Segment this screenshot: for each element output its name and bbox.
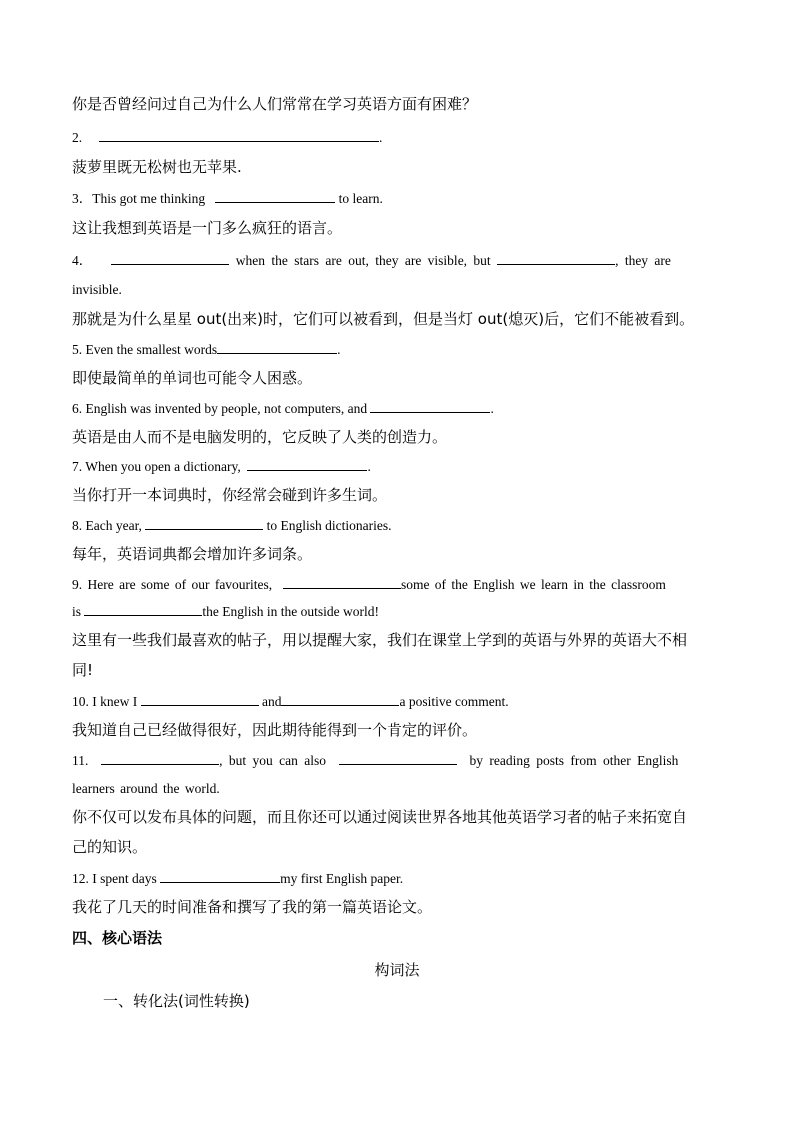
- sentence-end: .: [337, 342, 341, 357]
- sentence-7: [72, 457, 722, 477]
- sentence-text: some of the English we learn in the classroom: [400, 577, 666, 592]
- sentence-5-translation: 即使最简单的单词也可能令人困惑。: [72, 369, 313, 387]
- sentence-text: my first English paper.: [280, 871, 404, 886]
- sentence-end: .: [379, 130, 383, 145]
- blank-field[interactable]: [497, 251, 615, 265]
- sentence-text: 9. Here are some of our favourites,: [72, 577, 273, 592]
- sentence-3-translation: 这让我想到英语是一门多么疯狂的语言。: [72, 219, 343, 237]
- blank-field[interactable]: [101, 751, 219, 765]
- sentence-7-translation: 当你打开一本词典时，你经常会碰到许多生词。: [72, 486, 388, 504]
- sentence-9-continued: [72, 602, 722, 622]
- sentence-12-translation: 我花了几天的时间准备和撰写了我的第一篇英语论文。: [72, 898, 433, 916]
- item-number: 11.: [72, 753, 89, 768]
- blank-field[interactable]: [283, 575, 401, 589]
- sentence-text: 7. When you open a dictionary,: [72, 459, 241, 474]
- sentence-4-continued: invisible.: [72, 282, 122, 297]
- sentence-6: [72, 399, 722, 419]
- sentence-text: to English dictionaries.: [266, 518, 392, 533]
- sentence-8-translation: 每年，英语词典都会增加许多词条。: [72, 545, 313, 563]
- sentence-text: when the stars are out, they are visible, but: [235, 253, 491, 268]
- blank-field[interactable]: [215, 189, 335, 203]
- sentence-11-translation: 你不仅可以发布具体的问题，而且你还可以通过阅读世界各地其他英语学习者的帖子来拓宽自: [72, 808, 688, 826]
- blank-field[interactable]: [281, 692, 399, 706]
- section-subtitle: 构词法: [374, 961, 420, 979]
- section-subheading: 一、转化法(词性转换): [103, 992, 250, 1010]
- sentence-text: 12. I spent days: [72, 871, 157, 886]
- sentence-2-translation: 菠萝里既无松树也无苹果.: [72, 158, 242, 176]
- sentence-text: is: [72, 604, 82, 619]
- sentence-text: by reading posts from other English: [469, 753, 679, 768]
- sentence-text: a positive comment.: [399, 694, 509, 709]
- sentence-text: , but you can also: [219, 753, 326, 768]
- section-heading: 四、核心语法: [72, 929, 163, 947]
- sentence-text: and: [261, 694, 282, 709]
- sentence-text: the English in the outside world!: [202, 604, 379, 619]
- blank-field[interactable]: [141, 692, 259, 706]
- sentence-11: [72, 751, 722, 771]
- blank-field[interactable]: [145, 516, 263, 530]
- sentence-1-translation: 你是否曾经问过自己为什么人们常常在学习英语方面有困难？: [72, 95, 478, 113]
- sentence-2: [72, 128, 722, 148]
- blank-field[interactable]: [217, 340, 337, 354]
- sentence-6-translation: 英语是由人而不是电脑发明的，它反映了人类的创造力。: [72, 428, 448, 446]
- item-number: 2.: [72, 130, 83, 145]
- sentence-12: [72, 869, 722, 889]
- sentence-4: [72, 251, 722, 271]
- sentence-8: [72, 516, 722, 536]
- sentence-text: 8. Each year,: [72, 518, 142, 533]
- sentence-text: 10. I knew I: [72, 694, 138, 709]
- blank-field[interactable]: [111, 251, 229, 265]
- sentence-9-translation: 这里有一些我们最喜欢的帖子，用以提醒大家，我们在课堂上学到的英语与外界的英语大不相: [72, 631, 688, 649]
- sentence-text: 6. English was invented by people, not computers, and: [72, 401, 368, 416]
- sentence-11-continued: learners around the world.: [72, 781, 220, 796]
- sentence-end: .: [490, 401, 494, 416]
- sentence-11-translation-continued: 己的知识。: [72, 838, 148, 856]
- sentence-end: .: [367, 459, 371, 474]
- sentence-9: [72, 575, 722, 595]
- blank-field[interactable]: [339, 751, 457, 765]
- item-number: 4．: [72, 253, 93, 268]
- sentence-text: 5. Even the smallest words: [72, 342, 218, 357]
- blank-field[interactable]: [99, 128, 379, 142]
- blank-field[interactable]: [370, 399, 490, 413]
- sentence-10: [72, 692, 722, 712]
- blank-field[interactable]: [84, 602, 202, 616]
- sentence-4-translation: 那就是为什么星星 out(出来)时，它们可以被看到，但是当灯 out(熄灭)后，它们不能被看到。: [72, 310, 695, 328]
- sentence-text: , they are: [615, 253, 671, 268]
- sentence-10-translation: 我知道自己已经做得很好，因此期待能得到一个肯定的评价。: [72, 721, 478, 739]
- sentence-text: to learn.: [338, 191, 383, 206]
- sentence-5: [72, 340, 722, 360]
- blank-field[interactable]: [247, 457, 367, 471]
- blank-field[interactable]: [160, 869, 280, 883]
- sentence-text: 3．This got me thinking: [72, 191, 206, 206]
- sentence-3: [72, 189, 722, 209]
- sentence-9-translation-continued: 同!: [72, 661, 94, 679]
